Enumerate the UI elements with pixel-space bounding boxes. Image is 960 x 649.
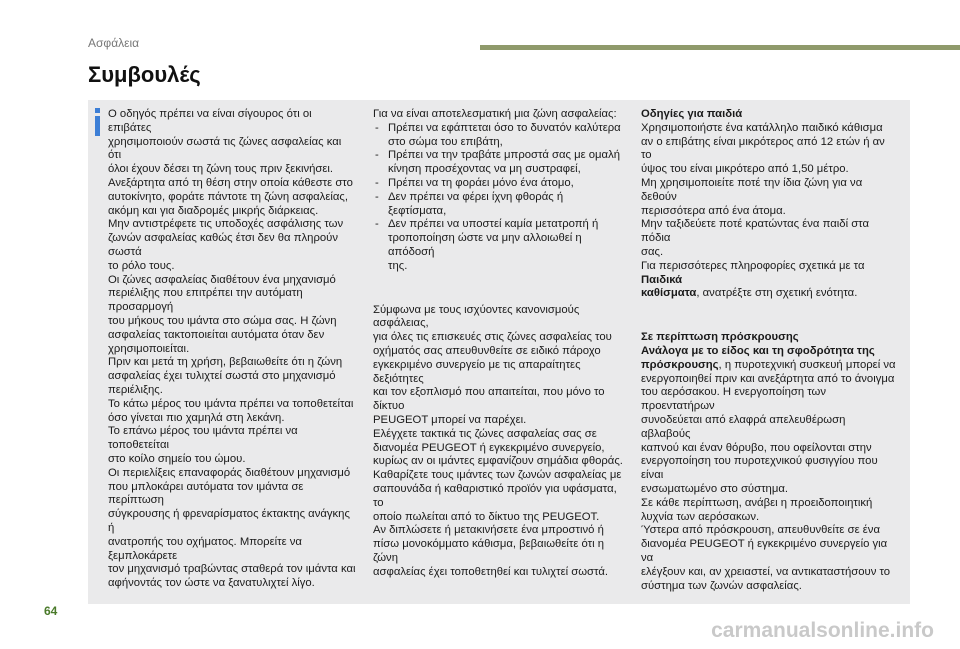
children-more: Για περισσότερες πληροφορίες σχετικά με τα Παιδικά καθίσματα, ανατρέξτε στη σχετική ενότητα.	[641, 259, 865, 300]
page-title: Συμβουλές	[88, 62, 201, 87]
column-seatbelt-usage	[108, 108, 356, 591]
list-item: - Πρέπει να τη φοράει μόνο ένα άτομο,	[373, 177, 623, 191]
watermark: carmanualsonline.info	[711, 619, 934, 642]
list-item: - Δεν πρέπει να φέρει ίχνη φθοράς ή ξεφτίσματα,	[373, 191, 623, 219]
collision-heading: Σε περίπτωση πρόσκρουσης	[641, 331, 799, 344]
column-seatbelt-effectiveness	[373, 108, 623, 580]
header-accent-bar	[480, 45, 960, 50]
list-item: - Πρέπει να εφάπτεται όσο το δυνατόν καλύτερα στο σώμα του επιβάτη,	[373, 122, 623, 150]
children-heading: Οδηγίες για παιδιά	[641, 108, 743, 120]
seatbelt-usage-text: Ο οδηγός πρέπει να είναι σίγουρος ότι οι επιβάτες χρησιμοποιούν σωστά τις ζώνες ασφαλείας και ότι όλοι έχουν δέσει τη ζώνη τους πριν ξεκινήσει. Ανεξάρτητα από τη θέση στην οποία κάθεστε στο αυτοκίνητο, φοράτε πάντοτε τη ζώνη ασφαλείας, ακόμη και για διαδρομές μικρής διάρκειας. Μην αντιστρέφετε τις υποδοχές ασφάλισης των ζωνών ασφαλείας καθώς έτσι δεν θα πληρούν σωστά το ρόλο τους. Οι ζώνες ασφαλείας διαθέτουν ένα μηχανισμό περιέλιξης που επιτρέπει την αυτόματη προσαρμογή του μήκους του ιμάντα στο σώμα σας. Η ζώνη ασφαλείας τακτοποιείται αυτόματα όταν δεν χρησιμοποιείται. Πριν και μετά τη χρήση, βεβαιωθείτε ότι η ζώνη ασφαλείας έχει τυλιχτεί σωστά στο μηχανισμό περιέλιξης. Το κάτω μέρος του ιμάντα πρέπει να τοποθετείται όσο γίνεται πιο χαμηλά στη λεκάνη. Το επάνω μέρος του ιμάντα πρέπει να τοποθετείται στο κοίλο σημείο του ώμου. Οι περιελίξεις επαναφοράς διαθέτουν μηχανισμό που μπλοκάρει αυτόματα τον ιμάντα σε περίπτωση σύγκρουσης ή φρεναρίσματος έκτακτης ανάγκης ή ανατροπής του οχήματος. Μπορείτε να ξεμπλοκάρετε τον μηχανισμό τραβώντας σταθερά τον ιμάντα και αφήνοντάς τον ώστε να ξανατυλιχτεί λίγο.	[108, 108, 356, 590]
column-children-collision	[641, 108, 896, 593]
children-text: Χρησιμοποιήστε ένα κατάλληλο παιδικό κάθισμα αν ο επιβάτης είναι μικρότερος από 12 ετών ή αν το ύψος του είναι μικρότερο από 1,50 μέτρο. Μη χρησιμοποιείτε ποτέ την ίδια ζώνη για να δεθούν περισσότερα από ένα άτομα. Μην ταξιδεύετε ποτέ κρατώντας ένα παιδί στα πόδια σας.	[641, 121, 885, 258]
effectiveness-list	[373, 122, 623, 274]
info-icon	[92, 108, 103, 138]
page-number: 64	[44, 604, 58, 618]
list-item: - Δεν πρέπει να υποστεί καμία μετατροπή ή τροποποίηση ώστε να μην αλλοιωθεί η απόδοσή της.	[373, 218, 623, 273]
collision-text: Ανάλογα με το είδος και τη σφοδρότητα της πρόσκρουσης, η πυροτεχνική συσκευή μπορεί να ενεργοποιηθεί πριν και ανεξάρτητα από το άνοιγμα του αερόσακου. Η ενεργοποίηση των προεντατήρων συνοδεύεται από ελαφρά απελευθέρωση αβλαβούς καπνού και έναν θόρυβο, που οφείλονται στην ενεργοποίηση του πυροτεχνικού φυσιγγίου που είναι ενσωματωμένο στο σύστημα. Σε κάθε περίπτωση, ανάβει η προειδοποιητική λυχνία των αερόσακων. Ύστερα από πρόσκρουση, απευθυνθείτε σε ένα διανομέα PEUGEOT ή εγκεκριμένο συνεργείο για να ελέγξουν και, αν χρειαστεί, να αντικαταστήσουν το σύστημα των ζωνών ασφαλείας.	[641, 344, 896, 592]
section-label: Ασφάλεια	[88, 36, 140, 50]
effectiveness-intro: Για να είναι αποτελεσματική μια ζώνη ασφαλείας:	[373, 108, 617, 120]
list-item: - Πρέπει να την τραβάτε μπροστά σας με ομαλή κίνηση προσέχοντας να μη συστραφεί,	[373, 149, 623, 177]
maintenance-text: Σύμφωνα με τους ισχύοντες κανονισμούς ασφάλειας, για όλες τις επισκευές στις ζώνες ασφαλείας του οχήματός σας απευθυνθείτε σε ειδικό πάροχο εγκεκριμένο συνεργείο με τις απαραίτητες δεξιότητες και τον εξοπλισμό που απαιτείται, που μόνο το δίκτυο PEUGEOT μπορεί να παρέχει. Ελέγχετε τακτικά τις ζώνες ασφαλείας σας σε διανομέα PEUGEOT ή εγκεκριμένο συνεργείο, κυρίως αν οι ιμάντες εμφανίζουν σημάδια φθοράς. Καθαρίζετε τους ιμάντες των ζωνών ασφαλείας με σαπουνάδα ή καθαριστικό προϊόν για υφάσματα, το οποίο πωλείται από το δίκτυο της PEUGEOT. Αν διπλώσετε ή μετακινήσετε ένα μπροστινό ή πίσω μονοκόμματο κάθισμα, βεβαιωθείτε ότι η ζώνη ασφαλείας έχει τοποθετηθεί και τυλιχτεί σωστά.	[373, 303, 623, 578]
content-panel	[88, 100, 910, 604]
